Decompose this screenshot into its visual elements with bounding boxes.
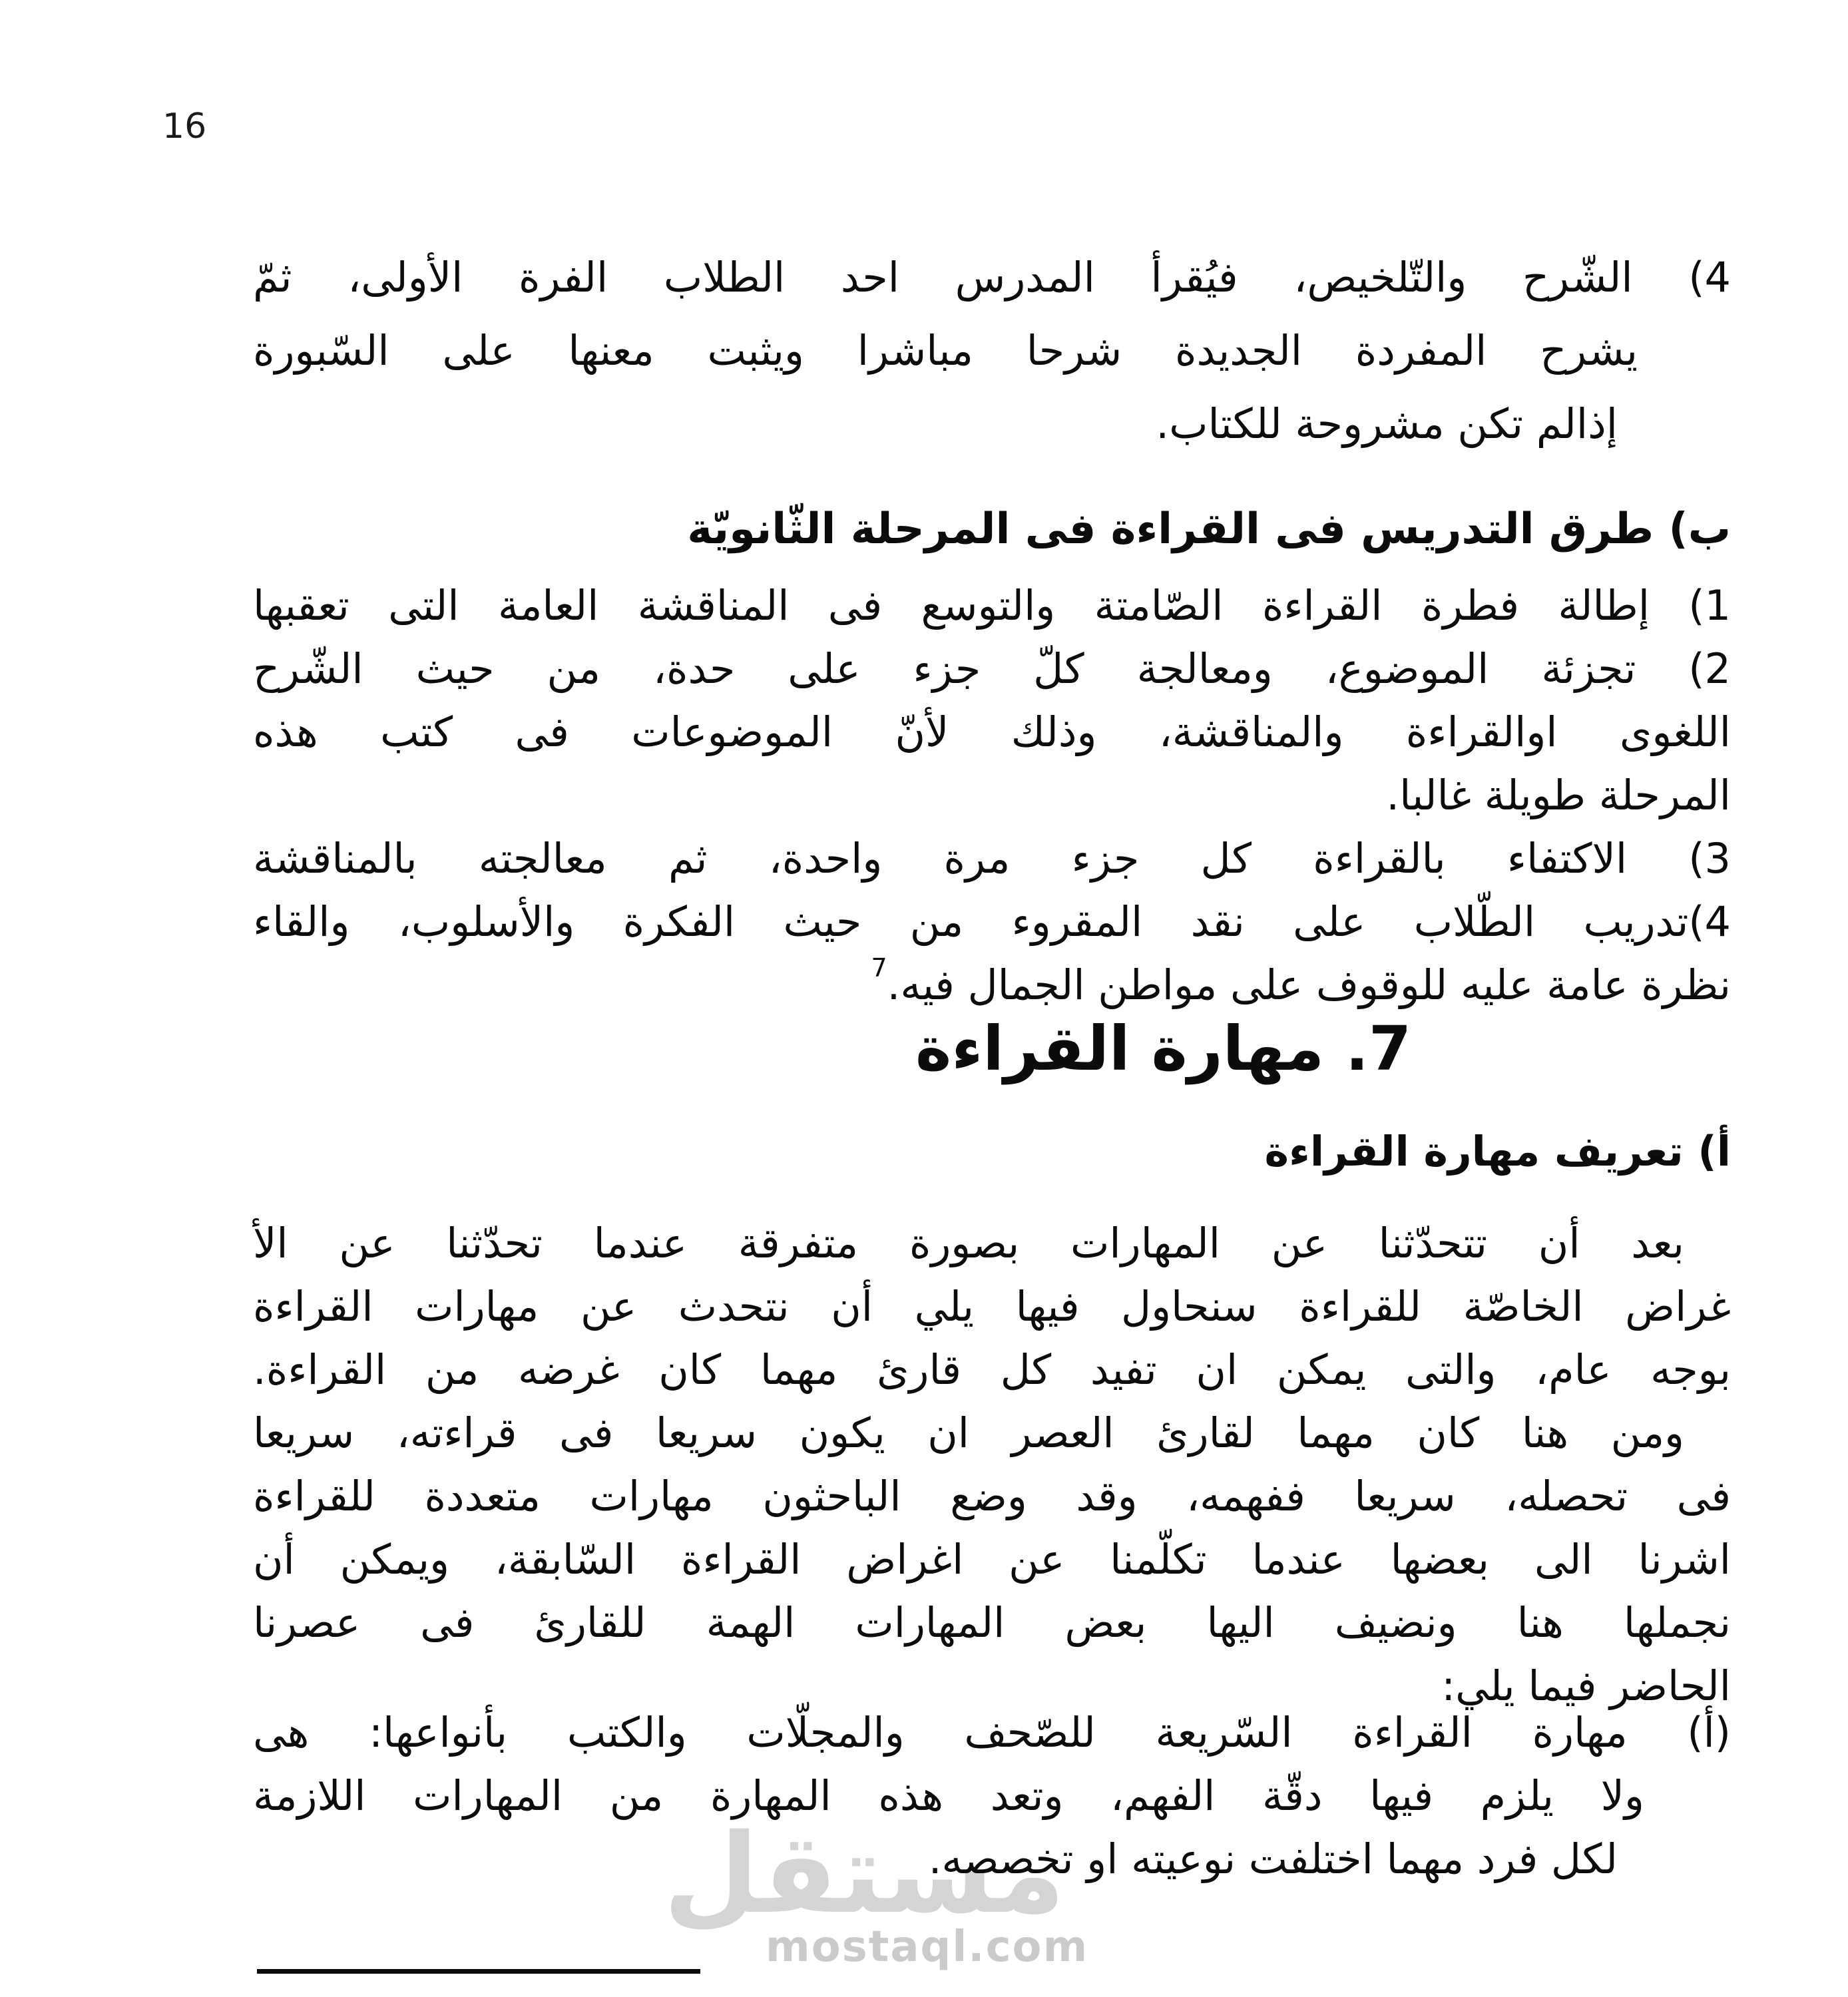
paragraph-line: نجملها هنا ونضيف اليها بعض المهارات الهمة للقارئ فى عصرنا [253, 1598, 1731, 1647]
paragraph-line: بعد أن تتحدّثنا عن المهارات بصورة متفرقة عندما تحدّثنا عن الأ [253, 1219, 1684, 1267]
list-item-line: 3) الاكتفاء بالقراءة كل جزء مرة واحدة، ثم معالجته بالمناقشة [253, 834, 1731, 883]
chapter-heading-7-text: 7. مهارة القراءة [915, 1013, 1411, 1084]
paragraph-item-4-top [253, 241, 1731, 461]
mostaql-watermark-url: mostaql.com [766, 1922, 1089, 1972]
paragraph-line: غراض الخاصّة للقراءة سنحاول فيها يلي أن نتحدث عن مهارات القراءة [253, 1282, 1731, 1331]
page-number: 16 [162, 107, 207, 146]
section-b-list [253, 574, 1731, 1016]
footnote-separator-line [257, 1969, 700, 1974]
sub-heading-a [253, 1120, 1731, 1183]
paragraph-line: 4) الشّرح والتّلخيص، فيُقرأ المدرس احد الطلاب الفرة الأولى، ثمّ [253, 253, 1731, 302]
list-item-line [253, 953, 1731, 1016]
list-item-line: 1) إطالة فطرة القراءة الصّامتة والتوسع فى المناقشة العامة التى تعقبها [253, 581, 1731, 630]
paragraph-line: ومن هنا كان مهما لقارئ العصر ان يكون سريعا فى قراءته، سريعا [253, 1409, 1684, 1457]
paragraph-2 [253, 1401, 1731, 1717]
paragraph-line: الحاضر فيما يلي: [1441, 1662, 1731, 1710]
list-item-line: ولا يلزم فيها دقّة الفهم، وتعد هذه المهارة من المهارات اللازمة [253, 1771, 1644, 1820]
sub-heading-a-text: أ) تعريف مهارة القراءة [1264, 1127, 1731, 1176]
lettered-item-a [253, 1701, 1731, 1890]
list-item-line-text: نظرة عامة عليه للوقوف على مواطن الجمال فيه. [887, 961, 1731, 1009]
paragraph-line: إذالم تكن مشروحة للكتاب. [1156, 399, 1618, 448]
section-heading-b-text: ب) طرق التدريس فى القراءة فى المرحلة الثّانويّة [687, 505, 1731, 554]
list-item-line: 4)تدريب الطّلاب على نقد المقروء من حيث الفكرة والأسلوب، والقاء [253, 897, 1731, 946]
list-item-line: 2) تجزئة الموضوع، ومعالجة كلّ جزء على حدة، من حيث الشّرح [253, 644, 1731, 693]
paragraph-line: فى تحصله، سريعا ففهمه، وقد وضع الباحثون مهارات متعددة للقراءة [253, 1472, 1731, 1520]
paragraph-line: اشرنا الى بعضها عندما تكلّمنا عن اغراض القراءة السّابقة، ويمكن أن [253, 1535, 1731, 1584]
list-item-line: اللغوى اوالقراءة والمناقشة، وذلك لأنّ الموضوعات فى كتب هذه [253, 708, 1731, 756]
mostaql-watermark-logo: مستقل [663, 1810, 1065, 1938]
chapter-heading-7 [253, 1009, 1731, 1089]
list-item-line: لكل فرد مهما اختلفت نوعيته او تخصصه. [928, 1835, 1618, 1883]
list-item-line: (أ) مهارة القراءة السّريعة للصّحف والمجلّات والكتب بأنواعها: هى [253, 1708, 1731, 1757]
paragraph-line: يشرح المفردة الجديدة شرحا مباشرا ويثبت معنها على السّبورة [253, 326, 1638, 375]
section-heading-b [253, 498, 1731, 561]
paragraph-1 [253, 1212, 1731, 1401]
footnote-reference-7: 7 [871, 953, 887, 983]
list-item-line: المرحلة طويلة غالبا. [1386, 771, 1731, 819]
paragraph-line: بوجه عام، والتى يمكن ان تفيد كل قارئ مهما كان غرضه من القراءة. [253, 1345, 1731, 1394]
